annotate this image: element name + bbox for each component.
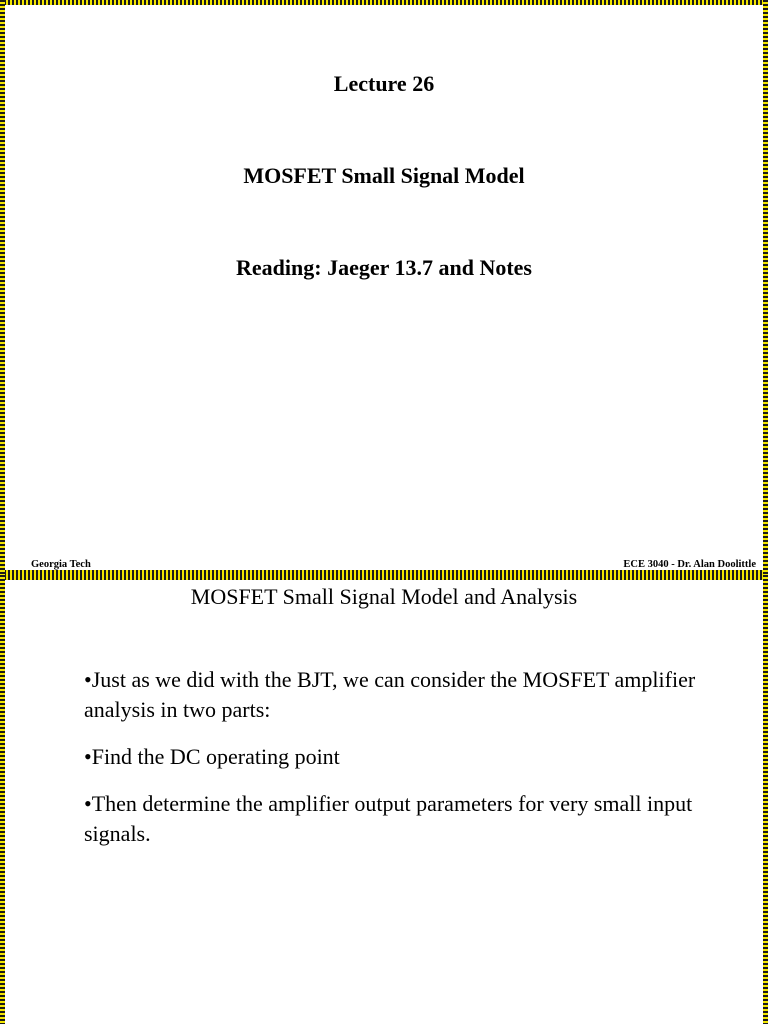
bullet-item: •Just as we did with the BJT, we can consider the MOSFET amplifier analysis in two parts:: [84, 667, 696, 722]
slide-title: MOSFET Small Signal Model and Analysis: [190, 584, 578, 609]
bullet-list: [84, 665, 724, 866]
bullet-item: •Find the DC operating point: [84, 744, 340, 769]
slide-2-border-top: [0, 575, 768, 580]
slide-2-border-left: [0, 575, 5, 1024]
lecture-number: Lecture 26: [333, 71, 435, 96]
slide-2: [0, 575, 768, 1024]
footer-course: ECE 3040 - Dr. Alan Doolittle: [623, 559, 756, 570]
slide-1-border-top: [0, 0, 768, 5]
slide-2-border-right: [763, 575, 768, 1024]
bullet-item: •Then determine the amplifier output parameters for very small input signals.: [84, 791, 693, 846]
footer-institution: Georgia Tech: [31, 559, 91, 570]
lecture-topic: MOSFET Small Signal Model: [243, 163, 525, 188]
reading-assignment: Reading: Jaeger 13.7 and Notes: [236, 255, 532, 280]
